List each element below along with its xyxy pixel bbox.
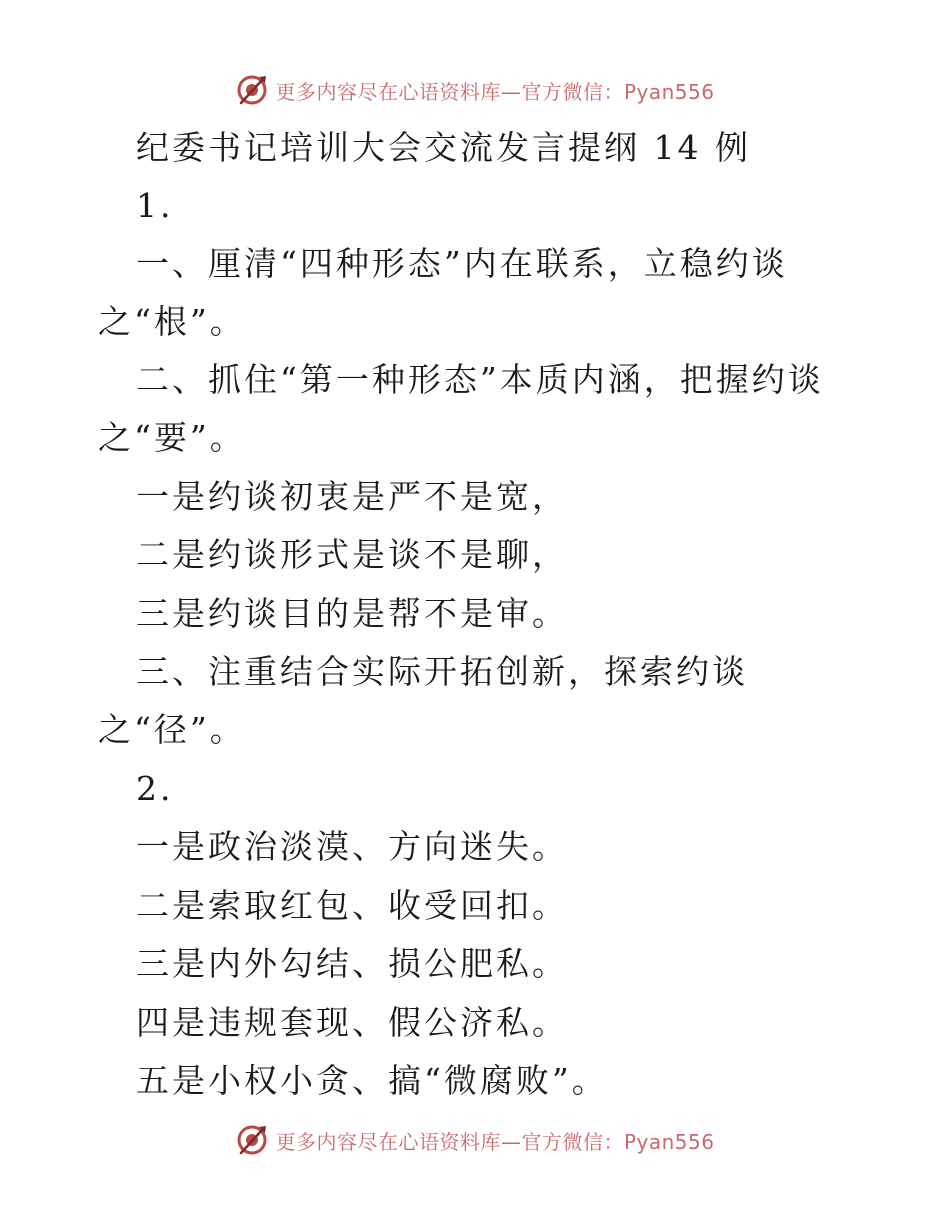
header-watermark [0,70,950,110]
paragraph-line: 一、厘清“四种形态”内在联系，立稳约谈 [136,244,788,283]
footer-watermark-text: 更多内容尽在心语资料库—官方微信：Pyan556 [275,1129,715,1154]
paragraph-line: 二是约谈形式是谈不是聊， [136,535,568,574]
quill-logo-icon [235,1123,269,1157]
section-number: 1. [136,186,174,225]
footer-watermark [0,1120,950,1160]
paragraph-line: 二、抓住“第一种形态”本质内涵，把握约谈 [136,360,824,399]
paragraph-line: 三、注重结合实际开拓创新，探索约谈 [136,652,748,691]
paragraph-line: 之“要”。 [98,418,246,457]
quill-logo-icon [235,73,269,107]
paragraph-line: 三是约谈目的是帮不是审。 [136,594,568,633]
paragraph-line: 四是违规套现、假公济私。 [136,1003,568,1042]
section-number: 2. [136,769,174,808]
paragraph-line: 一是约谈初衷是严不是宽， [136,477,568,516]
paragraph-line: 二是索取红包、收受回扣。 [136,886,568,925]
document-title: 纪委书记培训大会交流发言提纲 14 例 [136,128,751,167]
paragraph-line: 之“根”。 [98,302,246,341]
paragraph-line: 三是内外勾结、损公肥私。 [136,944,568,983]
paragraph-line: 五是小权小贪、搞“微腐败”。 [136,1061,608,1100]
header-watermark-text: 更多内容尽在心语资料库—官方微信：Pyan556 [275,79,715,104]
paragraph-line: 一是政治淡漠、方向迷失。 [136,827,568,866]
paragraph-line: 之“径”。 [98,710,246,749]
